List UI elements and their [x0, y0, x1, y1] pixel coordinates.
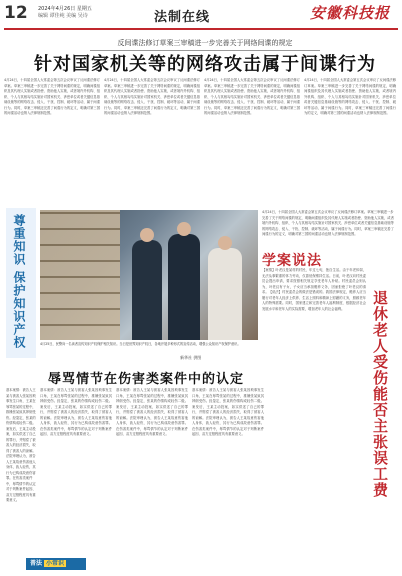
header-rule: [4, 28, 398, 30]
editors-line: 编辑 谭佳纯 美编 吴诗: [38, 13, 88, 19]
page-number: 12: [4, 3, 28, 23]
footer-tag: [26, 558, 86, 570]
law-column-text: 【案情】叶老汉是某村的村民，年过七旬，独自生活。由于年老体弱，无法从事繁重的体力劳动，仅靠低保维持生活。日前，叶老汉向村民委员会提出申请，要求按照相关规定享受老年人补贴。村民委员会则认为，叶老汉有子女，子女应当承担赡养义务，因而拒绝了叶老汉的请求。【说法】村民委员会的做法是错误的。我国法律规定，赡养人应当履行对老年人经济上供养、生活上照料和精神上慰藉的义务，照顾老年人的特殊需要。同时，国家建立和完善老年人福利制度，根据经济社会发展水平和老年人的实际需要，增加老年人的社会福利。: [262, 268, 366, 311]
photo-caption: 4月25日，民警向一名读者宣传知识产权保护相关知识。当日是世界知识产权日，各地开展多种形式的宣传活动，增强公众知识产权保护意识。: [40, 342, 241, 346]
main-headline: 针对国家机关等的网络攻击属于间谍行为: [34, 54, 376, 75]
person-figure: [208, 248, 242, 340]
ip-slogan-panel: [6, 208, 36, 358]
article-column-4: 4月24日，十四届全国人大常委会第五次会议审议了反间谍法修订草案。草案三审稿进一步完善了关于网络间谍的规定，明确间谍组织及其代理人实施或者指使、资助他人实施，或者境内外机构、组织、个人与其相勾结实施针对国家机关、涉密单位或者关键信息基础设施等的网络攻击、侵入、干扰、控制、破坏等活动，属于间谍行为。同时，草案三审稿还完善了间谍行为的定义，明确对第三国的间谍活动也纳入法律规制范围。: [304, 78, 396, 115]
article-column-1: 4月24日，十四届全国人大常委会第五次会议审议了反间谍法修订草案。草案三审稿进一步完善了关于网络间谍的规定，明确间谍组织及其代理人实施或者指使、资助他人实施，或者境内外机构、组织、个人与其相勾结实施针对国家机关、涉密单位或者关键信息基础设施等的网络攻击、侵入、干扰、控制、破坏等活动，属于间谍行为。同时，草案三审稿还完善了间谍行为的定义，明确对第三国的间谍活动也纳入法律规制范围。: [4, 78, 100, 115]
lower-column-3: 基本案情：被告人王某与被害人张某因琐事发生口角，王某在辱骂张某的过程中，推搡张某致其摔倒受伤。经鉴定，张某的伤情构成轻伤二级。案发后，王某主动投案，如实供述了自己的罪行，并赔偿了被害人的经济损失，取得了被害人的谅解。法院审理认为，被告人王某故意伤害他人身体，致人轻伤，其行为已构成故意伤害罪。在伤害类案件中，辱骂情节的认定对于判断案件起因、双方过错程度具有重要意义。: [192, 388, 264, 436]
law-column-title: 学案说法: [262, 253, 322, 269]
person-head: [140, 228, 154, 242]
article-column-3: 4月24日，十四届全国人大常委会第五次会议审议了反间谍法修订草案。草案三审稿进一步完善了关于网络间谍的规定，明确间谍组织及其代理人实施或者指使、资助他人实施，或者境内外机构、组织、个人与其相勾结实施针对国家机关、涉密单位或者关键信息基础设施等的网络攻击、侵入、干扰、控制、破坏等活动，属于间谍行为。同时，草案三审稿还完善了间谍行为的定义，明确对第三国的间谍活动也纳入法律规制范围。: [204, 78, 300, 115]
section-title: 法制在线: [154, 10, 211, 25]
lower-headline: 辱骂情节在伤害类案件中的认定: [48, 372, 245, 387]
bookshelf-illustration: [40, 210, 120, 340]
person-figure: [168, 234, 200, 340]
ip-slogan-text: 尊重知识 保护知识产权: [12, 214, 26, 350]
person-head: [218, 236, 232, 250]
person-head: [177, 222, 191, 236]
news-photo: [40, 210, 258, 340]
lower-column-1: 基本案情：被告人王某与被害人张某因琐事发生口角，王某在辱骂张某的过程中，推搡张某致其摔倒受伤。经鉴定，张某的伤情构成轻伤二级。案发后，王某主动投案，如实供述了自己的罪行，并赔偿了被害人的经济损失，取得了被害人的谅解。法院审理认为，被告人王某故意伤害他人身体，致人轻伤，其行为已构成故意伤害罪。在伤害类案件中，辱骂情节的认定对于判断案件起因、双方过错程度具有重要意义。: [40, 388, 112, 436]
article-column-5: 4月24日，十四届全国人大常委会第五次会议审议了反间谍法修订草案。草案三审稿进一步完善了关于网络间谍的规定，明确间谍组织及其代理人实施或者指使、资助他人实施，或者境内外机构、组织、个人与其相勾结实施针对国家机关、涉密单位或者关键信息基础设施等的网络攻击、侵入、干扰、控制、破坏等活动，属于间谍行为。同时，草案三审稿还完善了间谍行为的定义，明确对第三国的间谍活动也纳入法律规制范围。: [262, 210, 394, 236]
article-column-2: 4月24日，十四届全国人大常委会第五次会议审议了反间谍法修订草案。草案三审稿进一步完善了关于网络间谍的规定，明确间谍组织及其代理人实施或者指使、资助他人实施，或者境内外机构、组织、个人与其相勾结实施针对国家机关、涉密单位或者关键信息基础设施等的网络攻击、侵入、干扰、控制、破坏等活动，属于间谍行为。同时，草案三审稿还完善了间谍行为的定义，明确对第三国的间谍活动也纳入法律规制范围。: [104, 78, 200, 115]
photo-credit: 新华社 供图: [180, 355, 202, 360]
issue-date: 2024年4月26日 星期五: [38, 6, 92, 12]
lower-column-0: 基本案情：被告人王某与被害人张某因琐事发生口角，王某在辱骂张某的过程中，推搡张某致其摔倒受伤。经鉴定，张某的伤情构成轻伤二级。案发后，王某主动投案，如实供述了自己的罪行，并赔偿了被害人的经济损失，取得了被害人的谅解。法院审理认为，被告人王某故意伤害他人身体，致人轻伤，其行为已构成故意伤害罪。在伤害类案件中，辱骂情节的认定对于判断案件起因、双方过错程度具有重要意义。: [6, 388, 36, 502]
newspaper-logo: 安徽科技报: [309, 4, 390, 22]
footer-tag-right: 小常识: [46, 560, 65, 567]
footer-tag-left: 普法: [30, 560, 43, 567]
person-figure: [132, 240, 162, 340]
article-kicker: 反间谍法修订草案三审稿进一步完善关于网络间谍的规定: [90, 38, 320, 51]
vertical-headline: 退休老人受伤能否主张误工费: [371, 290, 389, 498]
lower-column-2: 基本案情：被告人王某与被害人张某因琐事发生口角，王某在辱骂张某的过程中，推搡张某致其摔倒受伤。经鉴定，张某的伤情构成轻伤二级。案发后，王某主动投案，如实供述了自己的罪行，并赔偿了被害人的经济损失，取得了被害人的谅解。法院审理认为，被告人王某故意伤害他人身体，致人轻伤，其行为已构成故意伤害罪。在伤害类案件中，辱骂情节的认定对于判断案件起因、双方过错程度具有重要意义。: [116, 388, 188, 436]
page-header: [4, 2, 398, 28]
